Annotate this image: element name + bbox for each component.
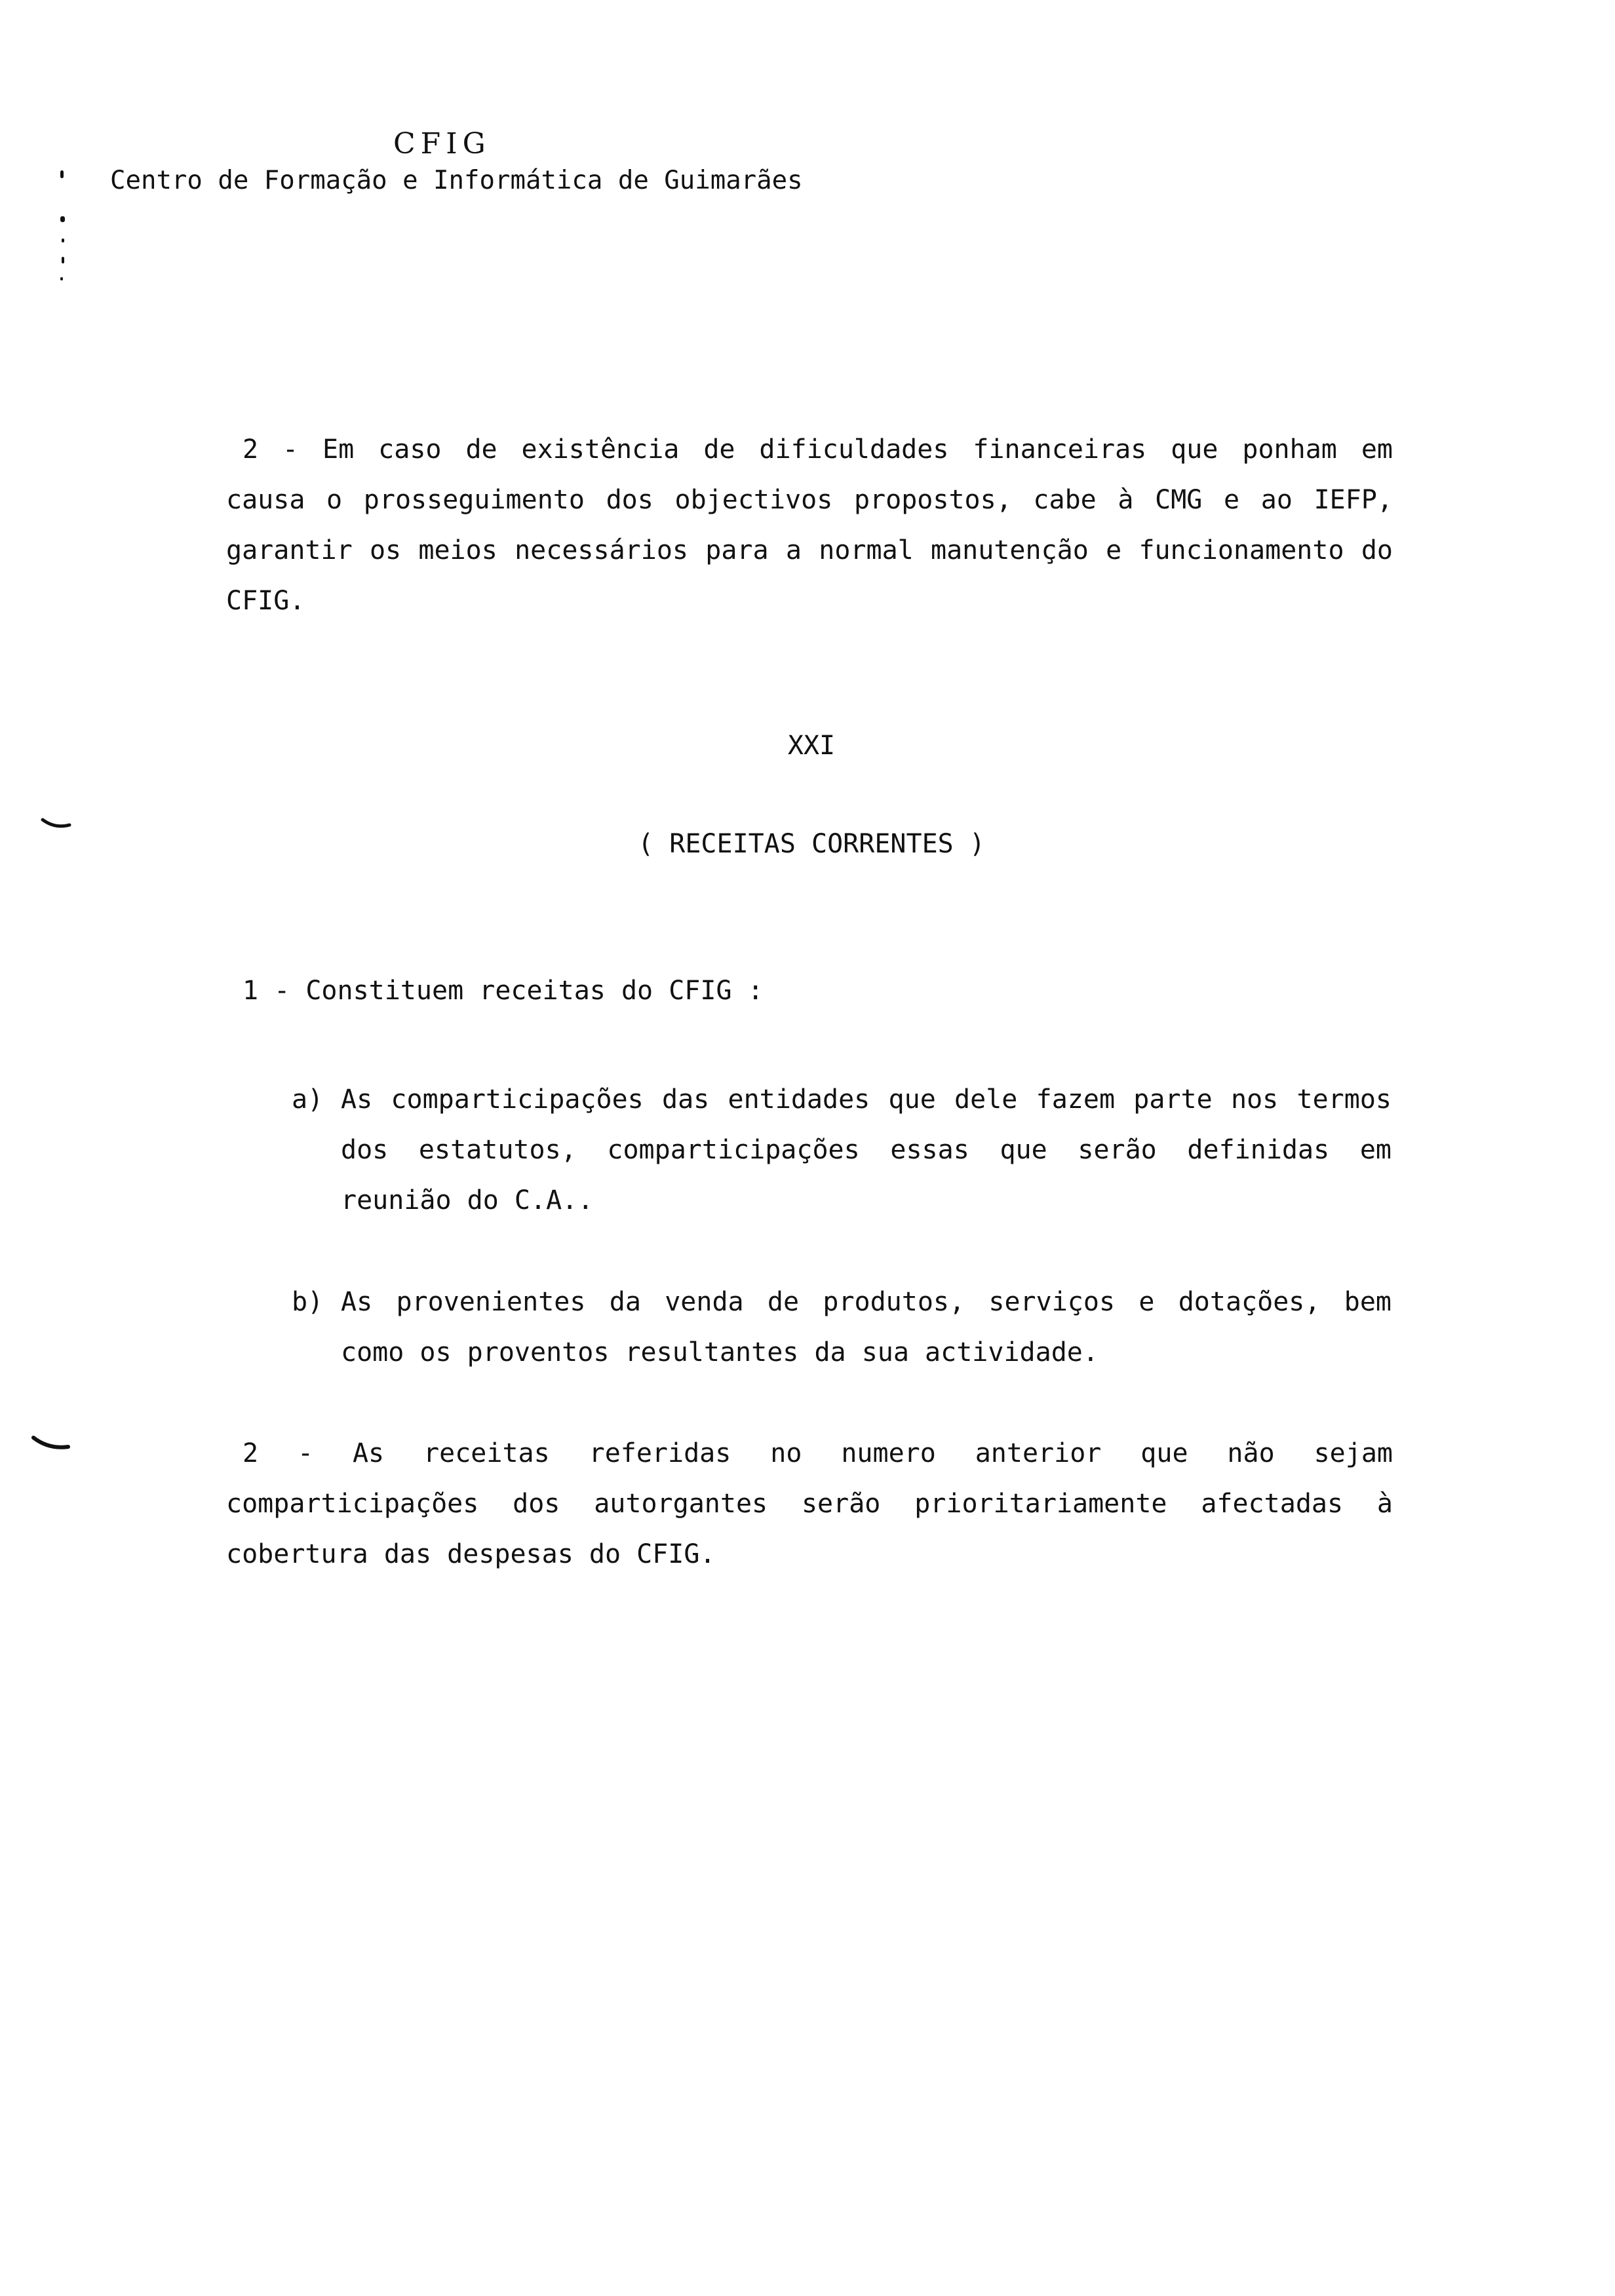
scan-mark [62,257,64,263]
header-organization-name: Centro de Formação e Informática de Guimarães [110,166,803,195]
scan-mark [60,277,63,280]
list-item-marker: b) [292,1287,324,1317]
list-item-text: As comparticipações das entidades que dele fazem parte nos termos dos estatutos, comparticipações essas que serão definidas em reunião do C.A.. [341,1084,1391,1215]
scan-mark [60,170,64,178]
list-item [292,1075,1391,1226]
binder-hole-mark [31,1434,71,1453]
list-item-marker: a) [292,1084,324,1115]
header-acronym: CFIG [393,127,491,161]
binder-hole-mark [41,816,72,832]
scan-mark [62,239,64,242]
list-item-text: As provenientes da venda de produtos, serviços e dotações, bem como os proventos resultantes da sua actividade. [341,1287,1391,1368]
clause-2-paragraph: 2 - As receitas referidas no numero anterior que não sejam comparticipações dos autorgantes serão prioritariamente afectadas à cobertura das despesas do CFIG. [226,1438,1393,1569]
section-number: XXI [787,731,836,761]
list-item [292,1277,1391,1378]
scan-mark [60,216,65,222]
paragraph-financial-difficulties: 2 - Em caso de existência de dificuldades financeiras que ponham em causa o prosseguimento dos objectivos propostos, cabe à CMG e ao IEFP, garantir os meios necessários para a normal manutenção e funcionamento do CFIG. [226,434,1393,616]
clause-1-intro: 1 - Constituem receitas do CFIG : [243,976,764,1006]
section-title: ( RECEITAS CORRENTES ) [638,829,985,859]
